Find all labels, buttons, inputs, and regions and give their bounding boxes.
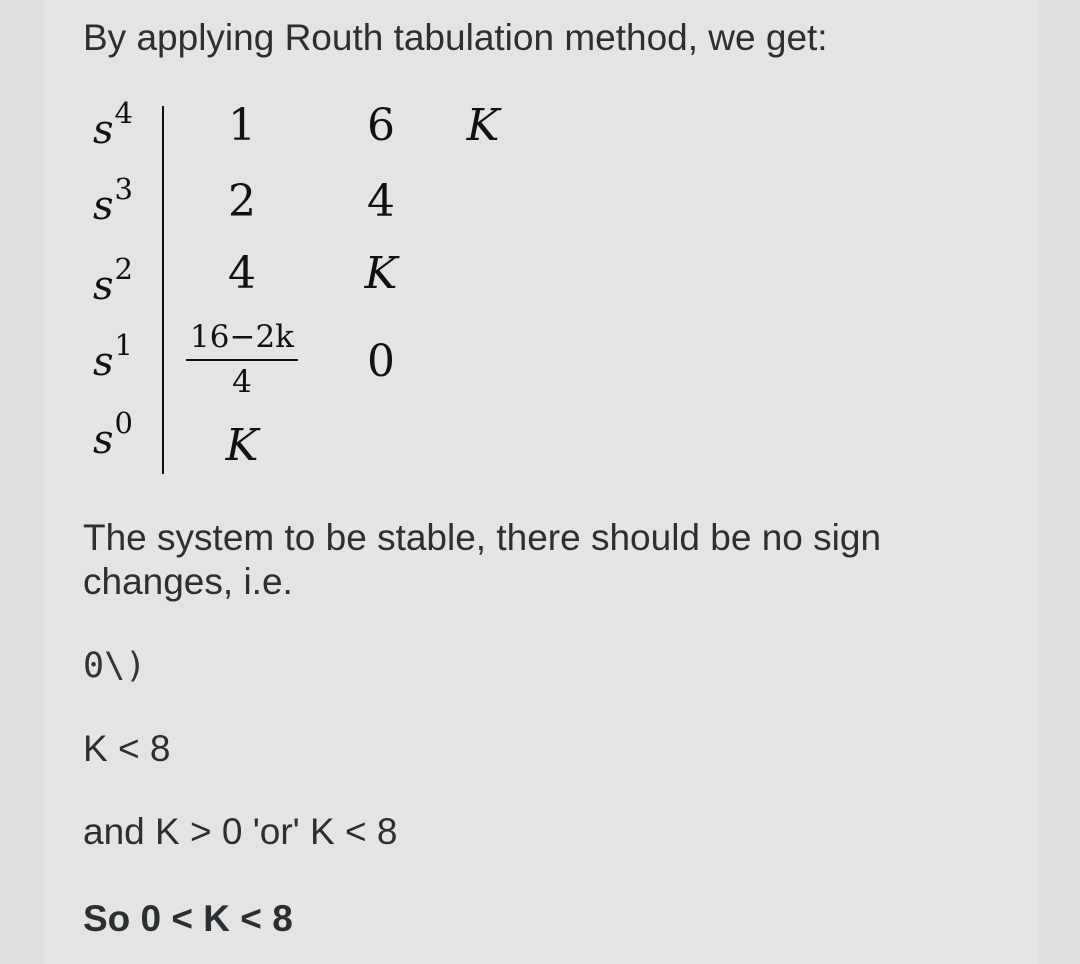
cell-s3-c1: 2: [228, 176, 256, 227]
conclusion: So 0 < K < 8: [83, 898, 293, 939]
cell-s2-c1: 4: [228, 248, 256, 299]
row-var: s: [93, 417, 114, 463]
cell-s4-c1: 1: [228, 100, 256, 151]
row-var: s: [93, 339, 114, 385]
inequality-combined: and K > 0 'or' K < 8: [83, 811, 398, 852]
fraction-denominator: 4: [232, 364, 252, 400]
cell-s3-c2: 4: [367, 176, 395, 227]
intro-text: By applying Routh tabulation method, we get:: [83, 17, 828, 58]
cell-s4-c2: 6: [367, 100, 395, 151]
cell-s4-c3: K: [466, 100, 500, 151]
row-power: 3: [114, 172, 133, 206]
row-var: s: [93, 183, 114, 229]
cell-s1-c2: 0: [367, 336, 395, 387]
row-label-s1: [93, 328, 133, 385]
stability-statement: The system to be stable, there should be no sign changes, i.e.: [83, 517, 882, 602]
latex-fragment: 0\): [83, 646, 147, 686]
row-label-s4: [93, 96, 133, 153]
fraction-numerator: 16−2k: [190, 319, 294, 355]
inequality-k-less-8: K < 8: [83, 728, 171, 769]
table-divider: [162, 106, 164, 474]
fraction-16-2k-over-4: [184, 319, 300, 400]
cell-s0-c1: K: [225, 420, 259, 471]
row-power: 4: [114, 96, 133, 130]
row-label-s3: [93, 172, 133, 229]
row-var: s: [93, 263, 114, 309]
row-power: 2: [114, 252, 133, 286]
row-label-s2: [93, 252, 133, 309]
row-power: 0: [114, 406, 133, 440]
row-label-s0: [93, 406, 133, 463]
row-var: s: [93, 107, 114, 153]
row-power: 1: [114, 328, 133, 362]
cell-s2-c2: K: [364, 248, 398, 299]
